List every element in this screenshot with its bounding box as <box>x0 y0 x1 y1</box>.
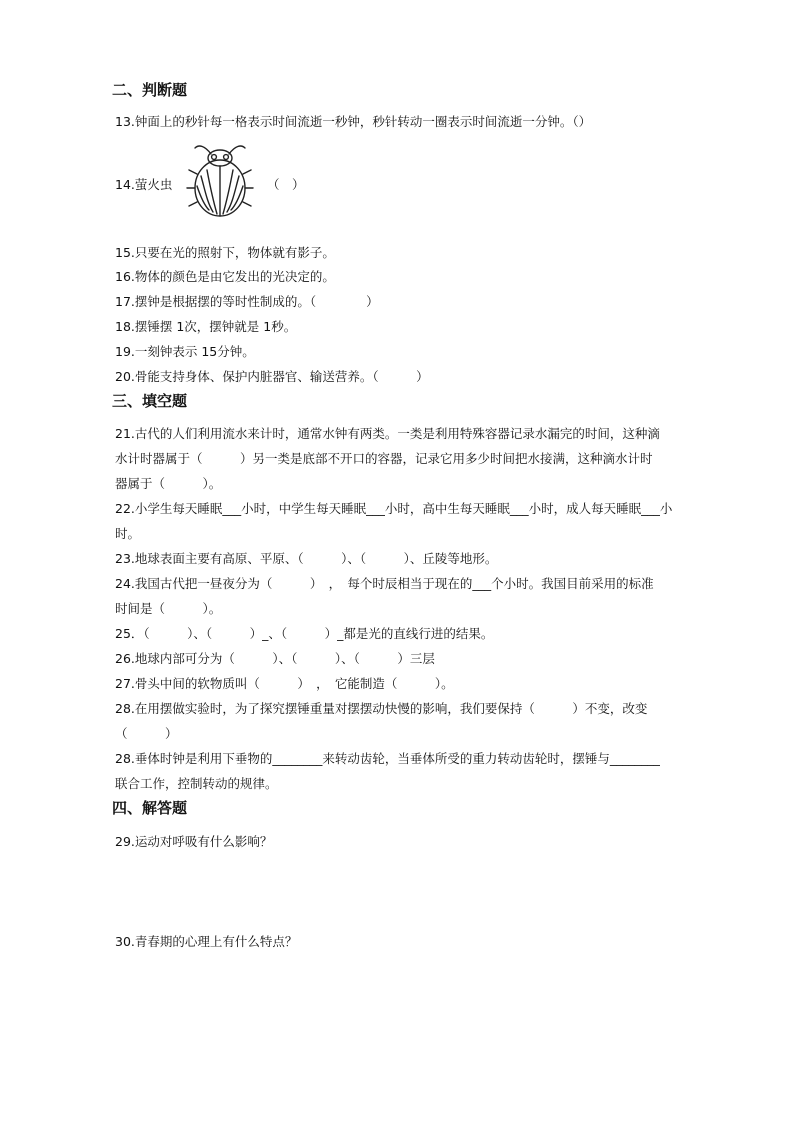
question-24 <box>115 571 720 621</box>
question-24-line-2: 时间是（ ）。 <box>115 601 222 616</box>
question-21-line-3: 器属于（ ）。 <box>115 476 222 491</box>
question-24-line-1: 24.我国古代把一昼夜分为（ ） ， 每个时辰相当于现在的___个小时。我国目前采用的标准 <box>115 576 654 591</box>
question-14-label: 14.萤火虫 <box>115 177 173 192</box>
question-19: 19.一刻钟表示 15分钟。 <box>115 344 255 359</box>
question-26: 26.地球内部可分为（ ）、（ ）、（ ）三层 <box>115 651 435 666</box>
question-28b-line-1: 28.垂体时钟是利用下垂物的________来转动齿轮，当垂体所受的重力转动齿轮时，摆锤与________ <box>115 751 660 766</box>
question-28a-line-2: （ ） <box>115 726 178 741</box>
section-title-answer: 四、解答题 <box>112 799 188 817</box>
section-title-fill: 三、填空题 <box>112 392 188 410</box>
question-22 <box>115 496 720 546</box>
question-22-line-2: 时。 <box>115 526 141 541</box>
question-28b-line-2: 联合工作，控制转动的规律。 <box>115 776 278 791</box>
question-28b <box>115 746 720 796</box>
question-22-line-1: 22.小学生每天睡眠___小时，中学生每天睡眠___小时，高中生每天睡眠___小时，成人每天睡眠___小 <box>115 501 673 516</box>
question-28a-line-1: 28.在用摆做实验时，为了探究摆锤重量对摆摆动快慢的影响，我们要保持（ ）不变，改变 <box>115 701 648 716</box>
question-14 <box>115 140 515 224</box>
question-27: 27.骨头中间的软物质叫（ ） ， 它能制造（ ）。 <box>115 676 454 691</box>
question-17: 17.摆钟是根据摆的等时性制成的。（ ） <box>115 294 379 309</box>
question-16: 16.物体的颜色是由它发出的光决定的。 <box>115 269 335 284</box>
question-20: 20.骨能支持身体、保护内脏器官、输送营养。（ ） <box>115 369 429 384</box>
question-30: 30.青春期的心理上有什么特点？ <box>115 934 298 949</box>
question-21-line-1: 21.古代的人们利用流水来计时，通常水钟有两类。一类是利用特殊容器记录水漏完的时间，这种滴 <box>115 426 660 441</box>
question-18: 18.摆锤摆 1次，摆钟就是 1秒。 <box>115 319 297 334</box>
question-25: 25．（ ）、（ ）_、（ ）_都是光的直线行进的结果。 <box>115 626 494 641</box>
question-14-answer-paren: （ ） <box>267 177 305 192</box>
question-15: 15.只要在光的照射下，物体就有影子。 <box>115 245 335 260</box>
question-21 <box>115 421 720 496</box>
question-29: 29.运动对呼吸有什么影响？ <box>115 834 273 849</box>
question-28a <box>115 696 720 746</box>
question-13: 13.钟面上的秒针每一格表示时间流逝一秒钟，秒针转动一圈表示时间流逝一分钟。（） <box>115 114 592 129</box>
question-21-line-2: 水计时器属于（ ）另一类是底部不开口的容器，记录它用多少时间把水接满，这种滴水计时 <box>115 451 653 466</box>
question-23: 23.地球表面主要有高原、平原、（ ）、（ ）、丘陵等地形。 <box>115 551 498 566</box>
firefly-icon <box>183 140 257 224</box>
section-title-judge: 二、判断题 <box>112 81 188 99</box>
